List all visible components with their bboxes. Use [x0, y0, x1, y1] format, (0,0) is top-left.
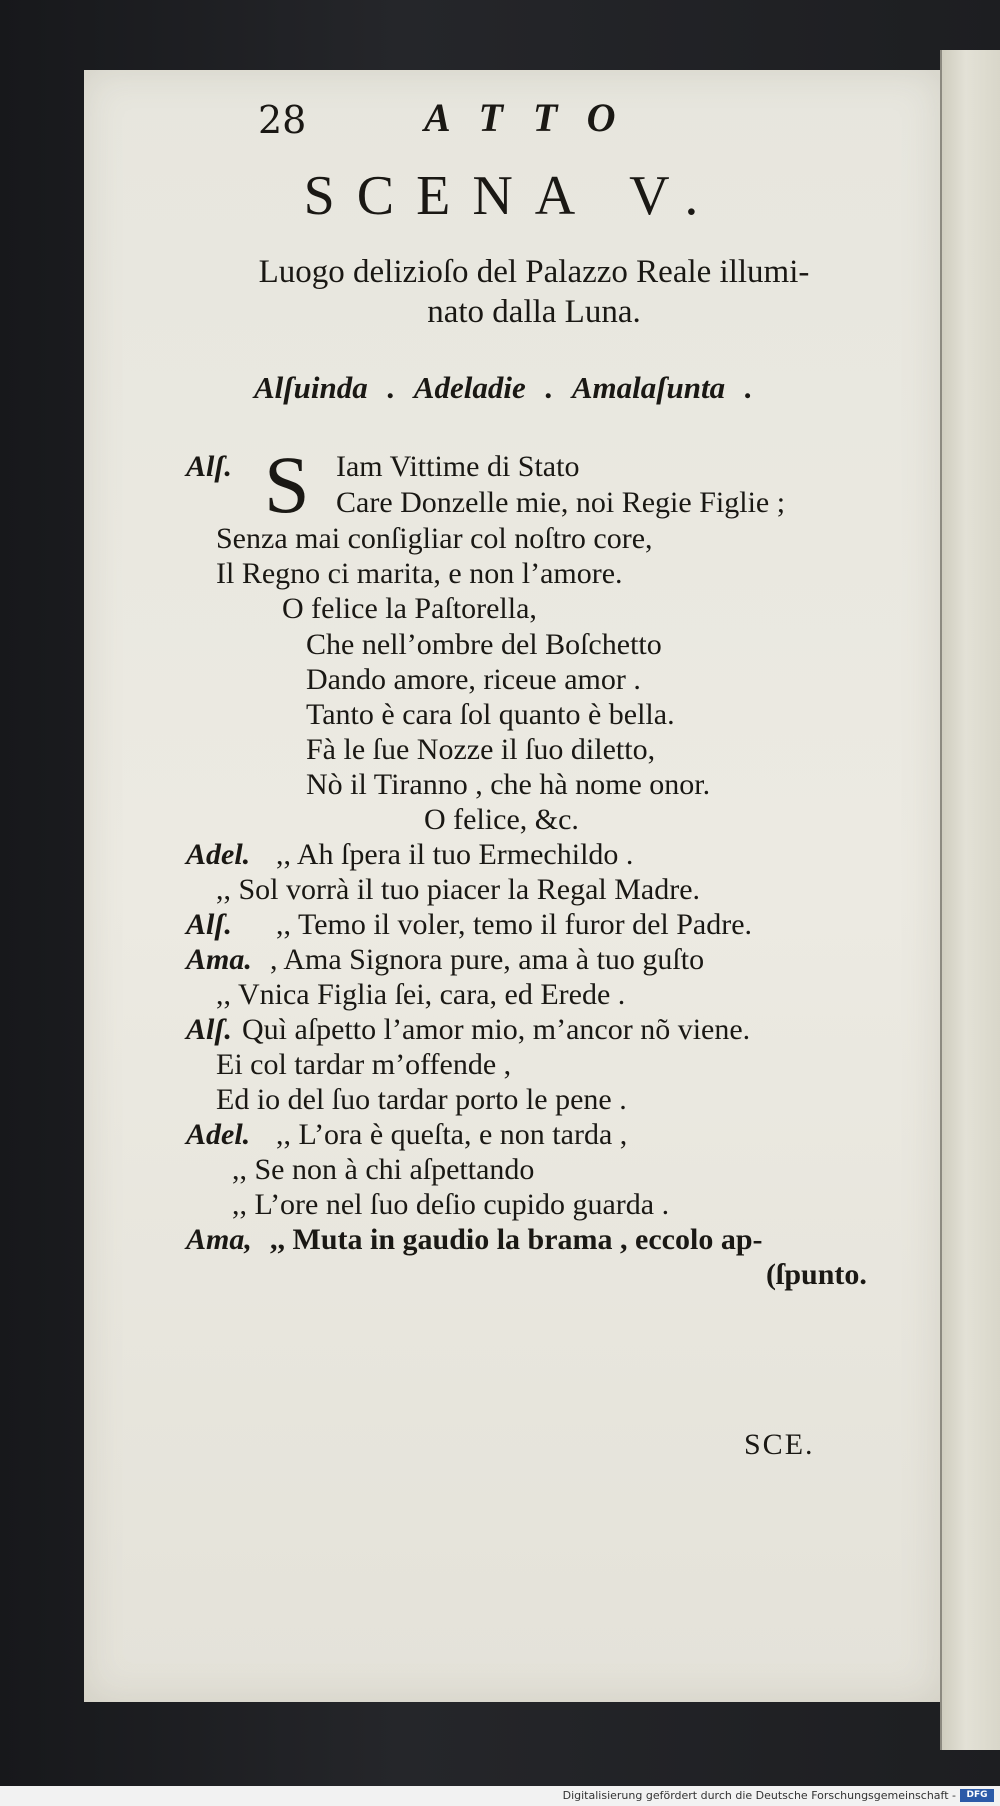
adjacent-page-edge	[940, 50, 1000, 1750]
speaker-label: Ama.	[186, 943, 252, 976]
speaker-label: Alſ.	[186, 908, 232, 941]
dialogue-line	[424, 803, 579, 837]
line-text: Tanto è cara ſol quanto è bella.	[306, 698, 675, 731]
speaker-label: Alſ.	[186, 450, 232, 483]
dialogue-line	[186, 1118, 628, 1152]
dialogue-line	[766, 1258, 867, 1292]
dialogue-line	[336, 486, 785, 520]
book-page	[84, 70, 940, 1702]
line-text: Ei col tardar m’offende ,	[216, 1048, 512, 1081]
dialogue-line	[306, 628, 662, 662]
dialogue-line	[216, 873, 700, 907]
line-text: Iam Vittime di Stato	[336, 450, 580, 483]
drop-cap: S	[264, 439, 310, 530]
dialogue-line	[232, 1153, 534, 1187]
dialogue-line	[186, 943, 705, 977]
line-text: ,, Se non à chi aſpettando	[232, 1153, 535, 1186]
speaker-label: Alſ.	[186, 1013, 232, 1046]
dialogue-line	[216, 978, 625, 1012]
speaker-label: Adel.	[186, 838, 251, 871]
scene-title: SCENA V.	[303, 165, 721, 227]
dialogue-line	[306, 663, 641, 697]
dialogue-line	[306, 768, 710, 802]
speaker-label: Adel.	[186, 1118, 251, 1151]
speaker-label: Ama,	[186, 1223, 252, 1256]
line-text: O felice, &c.	[424, 803, 579, 836]
line-text: (ſpunto.	[766, 1258, 867, 1291]
dialogue-line	[186, 1223, 763, 1257]
dialogue-line	[216, 557, 623, 591]
dfg-logo-icon: DFG	[960, 1789, 994, 1802]
dialogue-line	[282, 592, 537, 626]
line-text: ,, Vnica Figlia ſei, cara, ed Erede .	[216, 978, 626, 1011]
line-text: Fà le ſue Nozze il ſuo diletto,	[306, 733, 656, 766]
line-text: Nò il Tiranno , che hà nome onor.	[306, 768, 711, 801]
line-text: ,, Sol vorrà il tuo piacer la Regal Madre.	[216, 873, 701, 906]
line-text: , Ama Signora pure, ama à tuo guſto	[270, 943, 705, 976]
line-text: Che nell’ombre del Boſchetto	[306, 628, 662, 661]
scene-setting	[214, 252, 854, 332]
line-text: ,, L’ora è queſta, e non tarda ,	[276, 1118, 628, 1151]
line-text: Quì aſpetto l’amor mio, m’ancor nõ viene.	[242, 1013, 751, 1046]
page-header	[84, 90, 940, 150]
line-text: O felice la Paſtorella,	[282, 592, 537, 625]
line-text: ,, Temo il voler, temo il furor del Padre.	[276, 908, 753, 941]
character-list: Alſuinda . Adeladie . Amalaſunta .	[254, 370, 753, 405]
line-text: Ed io del ſuo tardar porto le pene .	[216, 1083, 627, 1116]
dialogue-line	[186, 908, 753, 942]
line-text: Senza mai conſigliar col noſtro core,	[216, 522, 653, 555]
dialogue-line	[232, 1188, 669, 1222]
setting-line-1: Luogo delizioſo del Palazzo Reale illumi-	[258, 254, 810, 290]
dialogue-line	[186, 450, 580, 484]
catchword: SCE.	[744, 1428, 815, 1461]
page-number: 28	[258, 98, 307, 142]
line-text: Care Donzelle mie, noi Regie Figlie ;	[336, 486, 786, 519]
dialogue-line	[216, 1048, 511, 1082]
line-text: ,, L’ore nel ſuo deſio cupido guarda .	[232, 1188, 670, 1221]
line-text: Dando amore, riceue amor .	[306, 663, 641, 696]
dialogue-line	[306, 698, 675, 732]
line-text: ,, Muta in gaudio la brama , eccolo ap-	[270, 1223, 763, 1256]
line-text: ,, Ah ſpera il tuo Ermechildo .	[276, 838, 634, 871]
dialogue-line	[186, 1013, 751, 1047]
dialogue-line	[216, 522, 653, 556]
line-text: Il Regno ci marita, e non l’amore.	[216, 557, 623, 590]
dialogue-line	[306, 733, 655, 767]
footer-credit: Digitalisierung gefördert durch die Deutsche Forschungsgemeinschaft -	[562, 1789, 956, 1802]
setting-line-2: nato dalla Luna.	[427, 294, 641, 330]
running-head: ATTO	[424, 95, 646, 140]
dialogue-line	[216, 1083, 627, 1117]
dialogue-line	[186, 838, 634, 872]
